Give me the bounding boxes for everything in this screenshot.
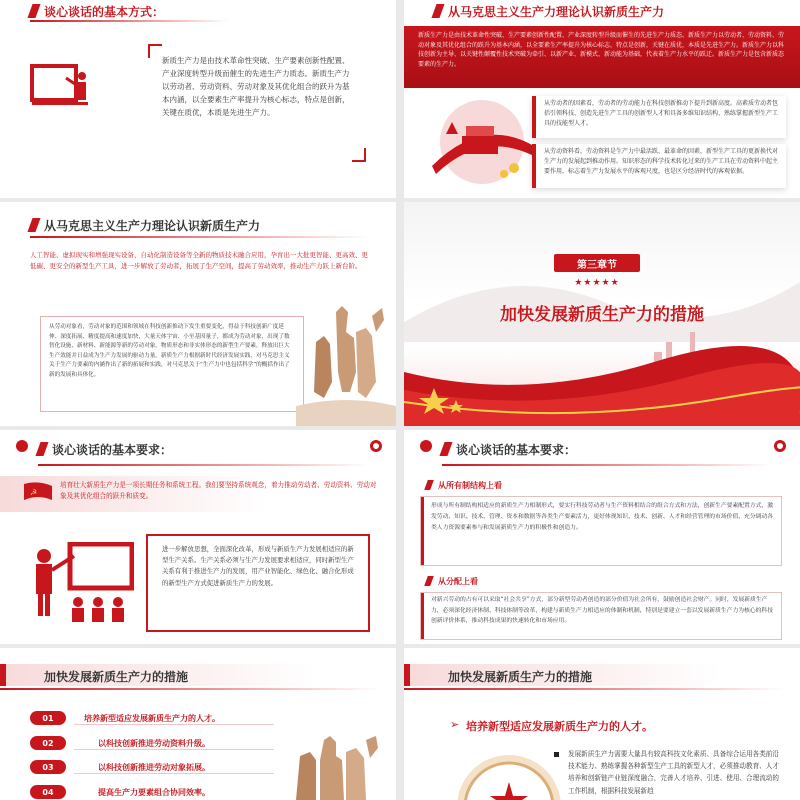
slide-2[interactable] <box>404 0 800 198</box>
item-underline <box>74 773 274 774</box>
title-underline <box>38 464 368 466</box>
title-underline <box>442 464 772 466</box>
svg-text:☭: ☭ <box>30 488 38 497</box>
item-underline <box>74 749 274 750</box>
slide-5[interactable] <box>0 430 396 644</box>
item-label: 以科技创新推进劳动资料升级。 <box>98 739 210 748</box>
slide-3[interactable] <box>0 202 396 426</box>
item-label: 培养新型适应发展新质生产力的人才。 <box>84 714 220 723</box>
title-banner <box>404 664 800 686</box>
revolutionary-statue-image <box>296 302 396 426</box>
slide-1[interactable] <box>0 0 396 198</box>
slide-title: 谈心谈话的基本方式： <box>44 4 165 19</box>
text-box-ownership <box>420 496 782 566</box>
celebration-illustration <box>422 96 540 188</box>
slide-4[interactable] <box>404 202 800 426</box>
box-text: 从劳动资料看，劳动资料是生产力中最活跃、最革命的因素，新型生产工具的更新换代对生产力的发展起到推动作用。知识形态的科学技术转化过来的生产工具在劳动资料中起主要作用，标志着生产力发展水平的客观尺度，也是区分经济时代的客观依据。 <box>544 148 779 175</box>
revolutionary-statue-image <box>280 736 396 800</box>
teacher-students-icon <box>30 542 134 626</box>
item-underline <box>74 724 274 725</box>
text-box-tools <box>532 144 786 188</box>
subheading-text: 从分配上看 <box>438 576 478 586</box>
text-box <box>146 534 370 632</box>
slide-title: 从马克思主义生产力理论认识新质生产力 <box>448 4 665 19</box>
corner-ring <box>774 440 786 452</box>
red-intro: 人工智能、虚拟现实和增强现实设备、自动化制造设备等全新的物质技术融合应用，孕育出一大批更智能、更高效、更低碳、更安全的新型生产工具，进一步解放了劳动者，拓展了生产空间，提高了劳动效率，推动生产力跃上新台阶。 <box>30 251 368 270</box>
title-banner <box>0 664 396 686</box>
text-box-distribution <box>420 592 782 640</box>
chapter-badge: 第三章节 <box>554 254 640 272</box>
subheading-text: 从所有制结构上看 <box>438 480 502 490</box>
stars-decoration: ★★★★★ <box>574 278 620 288</box>
title-underline <box>30 236 370 238</box>
teacher-board-icon <box>30 62 90 110</box>
item-label: 提高生产力要素组合协同效率。 <box>98 788 210 797</box>
body-text: 发展新质生产力需要大量具有较高科技文化素质、具备综合运用各类前沿技术能力、熟练掌握各种新型生产工具的新型人才，必须推动教育、人才培养和创新链产业链深度融合，完善人才培养、引进、使用、合理流动的工作机制，根据科技发展新趋 <box>568 750 779 795</box>
item-number: 03 <box>30 760 66 774</box>
slide-title: 谈心谈话的基本要求： <box>52 442 173 457</box>
subheading-distribution <box>404 570 478 592</box>
title-underline <box>30 20 230 22</box>
red-intro: 培育壮大新质生产力是一项长期任务和系统工程。我们要坚持系统观念，着力推动劳动者、劳动资料、劳动对象及其优化组合的跃升和质变。 <box>60 481 377 500</box>
intro-text: 新质生产力是由技术革命性突破、生产要素创新性配置、产业深度转型升级而催生的先进生产力质态。新质生产力以劳动者、劳动资料、劳动对象及其优化组合的跃升为基本内涵，以全要素生产率提升为核心标志，特点是创新，关键在质优，本质是先进生产力。新质生产力以科技创新为主导、以关键性颠覆性技术突破为牵引、以新产业、新模式、新动能为基础，代表着生产力水平的跃迁。新质生产力是包含新质态要素的生产力。 <box>418 32 785 68</box>
box-text: 从劳动者的因素看，劳动者的劳动能力在科技创新推动下提升到新高度。高素质劳动者包括引领科技、创造先进生产工具的创新型人才和具备多维知识结构、熟练掌握新型生产工具的技能型人才。 <box>544 100 779 127</box>
chevron-right-icon: ➢ <box>450 718 460 731</box>
item-label: 以科技创新推进劳动对象拓展。 <box>98 763 210 772</box>
text-box-laborer <box>532 96 786 138</box>
title-underline <box>0 688 380 690</box>
slide-8[interactable] <box>404 648 800 800</box>
intro-block <box>404 26 800 88</box>
text-box <box>40 316 304 412</box>
bullet-square <box>554 752 559 757</box>
box-text: 形成与所有制结构相适应的新质生产力相制形式，要实行科技劳动者与生产资料相结合的组合方式和方法，创新生产要素配置方式，激发劳动、知识、技术、管理、资本和数据等各类生产要素活力，更好体现知识、技术、创新、人才和经营管理的市场价值，充分调动各类人力资源要素参与和发展新质生产力的积极性和创造力。 <box>431 503 774 531</box>
box-text: 进一步解放思想，全面深化改革，形成与新质生产力发展相适应的新型生产关系。生产关系必须与生产力发展要求相适应，同时新型生产关系有利于推进生产力的发展，用产业智能化、绿色化、融合化形成的新型生产方式促进新质生产力的发展。 <box>162 545 354 587</box>
slide-7[interactable] <box>0 648 396 800</box>
slide-title-bar <box>0 0 164 22</box>
slide-title: 加快发展新质生产力的措施 <box>448 670 593 684</box>
slide-title: 谈心谈话的基本要求： <box>456 442 577 457</box>
box-text: 对新兴劳动的占有可以采取“社会共享”方式，部分新型劳动者创造的部分价值为社会所有，鼓励创造社会财产。同时，发展新质生产力，必须深化经济体制、科技体制等改革，构建与新质生产力相适应的体制和机制，特别是要建立一套以发展新质生产力为核心的科技创新评价体系，推动科技成果的快速转化和市场应用。 <box>431 597 774 625</box>
text-box <box>148 44 366 162</box>
subheading-ownership <box>404 474 502 496</box>
slide-title-bar <box>0 214 260 236</box>
item-number: 01 <box>30 711 66 725</box>
slide-title-bar <box>0 438 172 460</box>
section-title: 加快发展新质生产力的措施 <box>500 305 704 325</box>
box-text: 从劳动对象看，劳动对象的范围和领域在科技创新推动下发生重要变化，得益于科技创新广度延伸、深度拓展、精度提高和速度加快，大量天体宇宙、小至基因量子，都成为劳动对象，出现了数智化设施、新材料、新能源等新的劳动对象。物质形态和非实体形态的新型生产要素，释放出巨大生产效能并日益成为生产力发展的驱动力量。新质生产力根据新时代经济发展实践，对马克思主义关于生产力要素的内涵作出了新的拓展和实践，对马克思关于“生产力中也包括科学”的概括作出了新的发展和具体化。 <box>49 324 290 378</box>
subheading: 培养新型适应发展新质生产力的人才。 <box>466 720 653 733</box>
item-number: 04 <box>30 785 66 799</box>
slide-6[interactable] <box>404 430 800 644</box>
corner-ring <box>370 440 382 452</box>
slide-title: 加快发展新质生产力的措施 <box>44 670 189 684</box>
emblem-image <box>454 752 564 800</box>
slide-title: 从马克思主义生产力理论认识新质生产力 <box>44 218 261 233</box>
title-underline <box>404 688 784 690</box>
slide-title-bar <box>404 0 664 22</box>
slide-title-bar <box>404 438 576 460</box>
item-number: 02 <box>30 736 66 750</box>
body-text: 新质生产力是由技术革命性突破、生产要素创新性配置、产业深度转型升级而催生的先进生产力质态。新质生产力以劳动者、劳动资料、劳动对象及其优化组合的跃升为基本内涵，以全要素生产率提升为核心标志，特点是创新，关键在质优，本质是先进生产力。 <box>162 56 350 117</box>
